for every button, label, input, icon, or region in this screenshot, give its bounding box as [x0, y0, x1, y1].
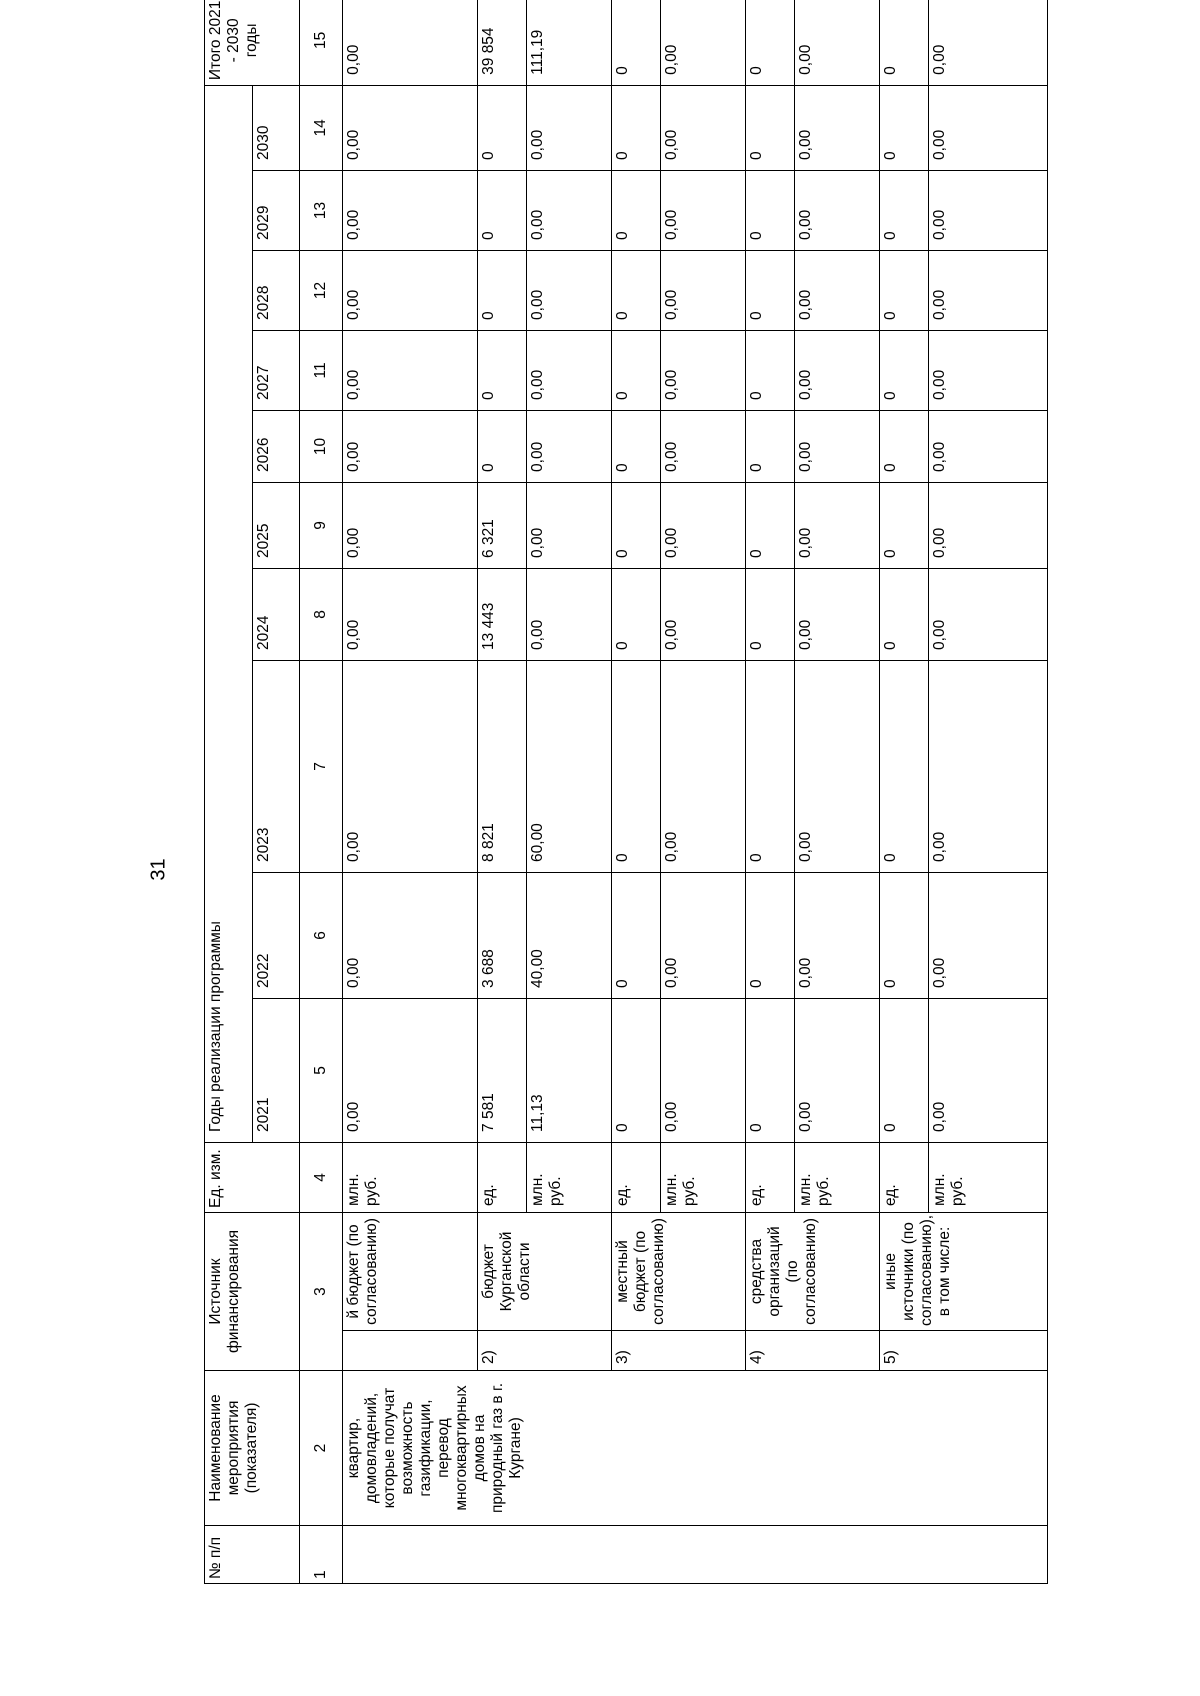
value-cell: 13 443 [478, 568, 527, 660]
value-cell: 0,00 [795, 998, 880, 1142]
measure-name: квартир, домовладений, которые получат возможность газификации, перевод многоквартирных домов на природный газ в г. Кургане) [343, 1371, 1048, 1526]
value-cell: 0 [746, 85, 795, 170]
value-cell: 0,00 [661, 660, 746, 872]
value-cell: 0,00 [343, 872, 478, 998]
total-cell: 0 [612, 0, 661, 85]
value-cell: 0,00 [527, 330, 612, 410]
header-total: Итого 2021 - 2030 годы [205, 0, 300, 85]
source-index: 5) [880, 1331, 1048, 1371]
value-cell: 0,00 [661, 170, 746, 250]
total-cell: 0,00 [343, 0, 478, 85]
value-cell: 7 581 [478, 998, 527, 1142]
column-number: 5 [300, 998, 343, 1142]
source-index [343, 1331, 478, 1371]
value-cell: 0 [612, 872, 661, 998]
header-year: 2025 [252, 482, 300, 568]
value-cell: 0 [880, 568, 929, 660]
column-number: 10 [300, 410, 343, 482]
header-year: 2027 [252, 330, 300, 410]
value-cell: 0,00 [527, 410, 612, 482]
value-cell: 0,00 [343, 250, 478, 330]
column-number: 14 [300, 85, 343, 170]
value-cell: 0,00 [929, 872, 1048, 998]
value-cell: 0,00 [343, 660, 478, 872]
value-cell: 0,00 [343, 998, 478, 1142]
value-cell: 0 [612, 410, 661, 482]
value-cell: 0,00 [795, 568, 880, 660]
header-row-1 [205, 0, 253, 1584]
column-number: 12 [300, 250, 343, 330]
value-cell: 0 [612, 482, 661, 568]
header-years-group: Годы реализации программы [205, 85, 253, 1142]
value-cell: 6 321 [478, 482, 527, 568]
value-cell: 0,00 [661, 482, 746, 568]
header-year: 2030 [252, 85, 300, 170]
value-cell: 0,00 [795, 872, 880, 998]
value-cell: 0,00 [343, 85, 478, 170]
value-cell: 0 [612, 85, 661, 170]
column-number: 4 [300, 1142, 343, 1212]
value-cell: 0,00 [929, 482, 1048, 568]
source-label: бюджет Курганской области [478, 1212, 612, 1330]
value-cell: 0,00 [343, 170, 478, 250]
page-number: 31 [147, 858, 170, 881]
unit-cell: млн. руб. [527, 1142, 612, 1212]
header-year: 2026 [252, 410, 300, 482]
column-number: 15 [300, 0, 343, 85]
column-number: 1 [300, 1526, 343, 1584]
value-cell: 0 [612, 170, 661, 250]
value-cell: 0 [746, 660, 795, 872]
value-cell: 0 [746, 250, 795, 330]
value-cell: 0 [612, 568, 661, 660]
value-cell: 0 [478, 85, 527, 170]
source-index: 4) [746, 1331, 880, 1371]
column-number: 6 [300, 872, 343, 998]
total-cell: 39 854 [478, 0, 527, 85]
unit-cell: млн. руб. [343, 1142, 478, 1212]
value-cell: 0,00 [795, 660, 880, 872]
value-cell: 0 [612, 330, 661, 410]
column-number: 8 [300, 568, 343, 660]
value-cell: 0,00 [795, 250, 880, 330]
value-cell: 0 [612, 250, 661, 330]
value-cell: 0,00 [661, 872, 746, 998]
value-cell: 0,00 [929, 568, 1048, 660]
value-cell: 0 [478, 250, 527, 330]
table-row [880, 0, 929, 1584]
value-cell: 0,00 [661, 568, 746, 660]
financing-table [204, 0, 1048, 1584]
value-cell: 0 [880, 410, 929, 482]
value-cell: 0,00 [661, 85, 746, 170]
header-year: 2022 [252, 872, 300, 998]
value-cell: 0,00 [527, 250, 612, 330]
value-cell: 40,00 [527, 872, 612, 998]
value-cell: 0,00 [527, 85, 612, 170]
column-number: 7 [300, 660, 343, 872]
column-number: 3 [300, 1212, 343, 1370]
value-cell: 0,00 [795, 170, 880, 250]
header-no: № п/п [205, 1526, 300, 1584]
value-cell: 0,00 [929, 998, 1048, 1142]
unit-cell: ед. [880, 1142, 929, 1212]
source-label: иные источники (по согласованию), в том числе: [880, 1212, 1048, 1330]
table-row [478, 0, 527, 1584]
value-cell: 0,00 [929, 410, 1048, 482]
value-cell: 0,00 [343, 410, 478, 482]
value-cell: 0,00 [661, 250, 746, 330]
header-year: 2028 [252, 250, 300, 330]
rotated-sheet [204, 0, 1132, 1584]
value-cell: 11,13 [527, 998, 612, 1142]
value-cell: 0,00 [343, 330, 478, 410]
header-year: 2021 [252, 998, 300, 1142]
value-cell: 0 [880, 250, 929, 330]
value-cell: 0,00 [929, 250, 1048, 330]
value-cell: 0 [880, 872, 929, 998]
value-cell: 0,00 [661, 998, 746, 1142]
column-number: 13 [300, 170, 343, 250]
value-cell: 0,00 [527, 568, 612, 660]
value-cell: 0 [612, 998, 661, 1142]
value-cell: 0,00 [527, 482, 612, 568]
table-row [343, 0, 478, 1584]
column-number: 2 [300, 1371, 343, 1526]
value-cell: 0,00 [661, 330, 746, 410]
header-source: Источник финансирования [205, 1212, 300, 1370]
header-year: 2024 [252, 568, 300, 660]
header-year: 2023 [252, 660, 300, 872]
unit-cell: млн. руб. [929, 1142, 1048, 1212]
value-cell: 0 [746, 170, 795, 250]
value-cell: 0,00 [929, 660, 1048, 872]
source-label: средства организаций (по согласованию) [746, 1212, 880, 1330]
total-cell: 0,00 [661, 0, 746, 85]
column-number-row [300, 0, 343, 1584]
value-cell: 0,00 [661, 410, 746, 482]
value-cell: 0 [880, 998, 929, 1142]
value-cell: 0,00 [929, 330, 1048, 410]
value-cell: 0 [746, 568, 795, 660]
source-index: 2) [478, 1331, 612, 1371]
value-cell: 0 [880, 482, 929, 568]
total-cell: 0,00 [929, 0, 1048, 85]
value-cell: 0 [880, 170, 929, 250]
value-cell: 0 [746, 482, 795, 568]
value-cell: 0 [746, 872, 795, 998]
unit-cell: ед. [746, 1142, 795, 1212]
table-row [612, 0, 661, 1584]
value-cell: 8 821 [478, 660, 527, 872]
value-cell: 0 [478, 410, 527, 482]
value-cell: 0,00 [795, 482, 880, 568]
value-cell: 0,00 [527, 170, 612, 250]
source-label: местный бюджет (по согласованию) [612, 1212, 746, 1330]
value-cell: 0 [880, 660, 929, 872]
value-cell: 0 [746, 330, 795, 410]
value-cell: 60,00 [527, 660, 612, 872]
value-cell: 0,00 [343, 568, 478, 660]
value-cell: 0,00 [795, 330, 880, 410]
value-cell: 0 [612, 660, 661, 872]
column-number: 9 [300, 482, 343, 568]
total-cell: 111,19 [527, 0, 612, 85]
value-cell: 0 [478, 170, 527, 250]
value-cell: 0,00 [929, 85, 1048, 170]
value-cell: 0,00 [795, 85, 880, 170]
total-cell: 0 [880, 0, 929, 85]
source-index: 3) [612, 1331, 746, 1371]
unit-cell: ед. [478, 1142, 527, 1212]
unit-cell: млн. руб. [795, 1142, 880, 1212]
header-name: Наименование мероприятия (показателя) [205, 1371, 300, 1526]
total-cell: 0,00 [795, 0, 880, 85]
value-cell: 3 688 [478, 872, 527, 998]
header-unit: Ед. изм. [205, 1142, 300, 1212]
column-number: 11 [300, 330, 343, 410]
value-cell: 0,00 [343, 482, 478, 568]
source-label: й бюджет (по согласованию) [343, 1212, 478, 1330]
value-cell: 0,00 [795, 410, 880, 482]
value-cell: 0 [746, 998, 795, 1142]
header-year: 2029 [252, 170, 300, 250]
table-row [746, 0, 795, 1584]
value-cell: 0,00 [929, 170, 1048, 250]
unit-cell: млн. руб. [661, 1142, 746, 1212]
value-cell: 0 [746, 410, 795, 482]
value-cell: 0 [880, 330, 929, 410]
row-number-cell [343, 1526, 1048, 1584]
value-cell: 0 [478, 330, 527, 410]
value-cell: 0 [880, 85, 929, 170]
total-cell: 0 [746, 0, 795, 85]
unit-cell: ед. [612, 1142, 661, 1212]
